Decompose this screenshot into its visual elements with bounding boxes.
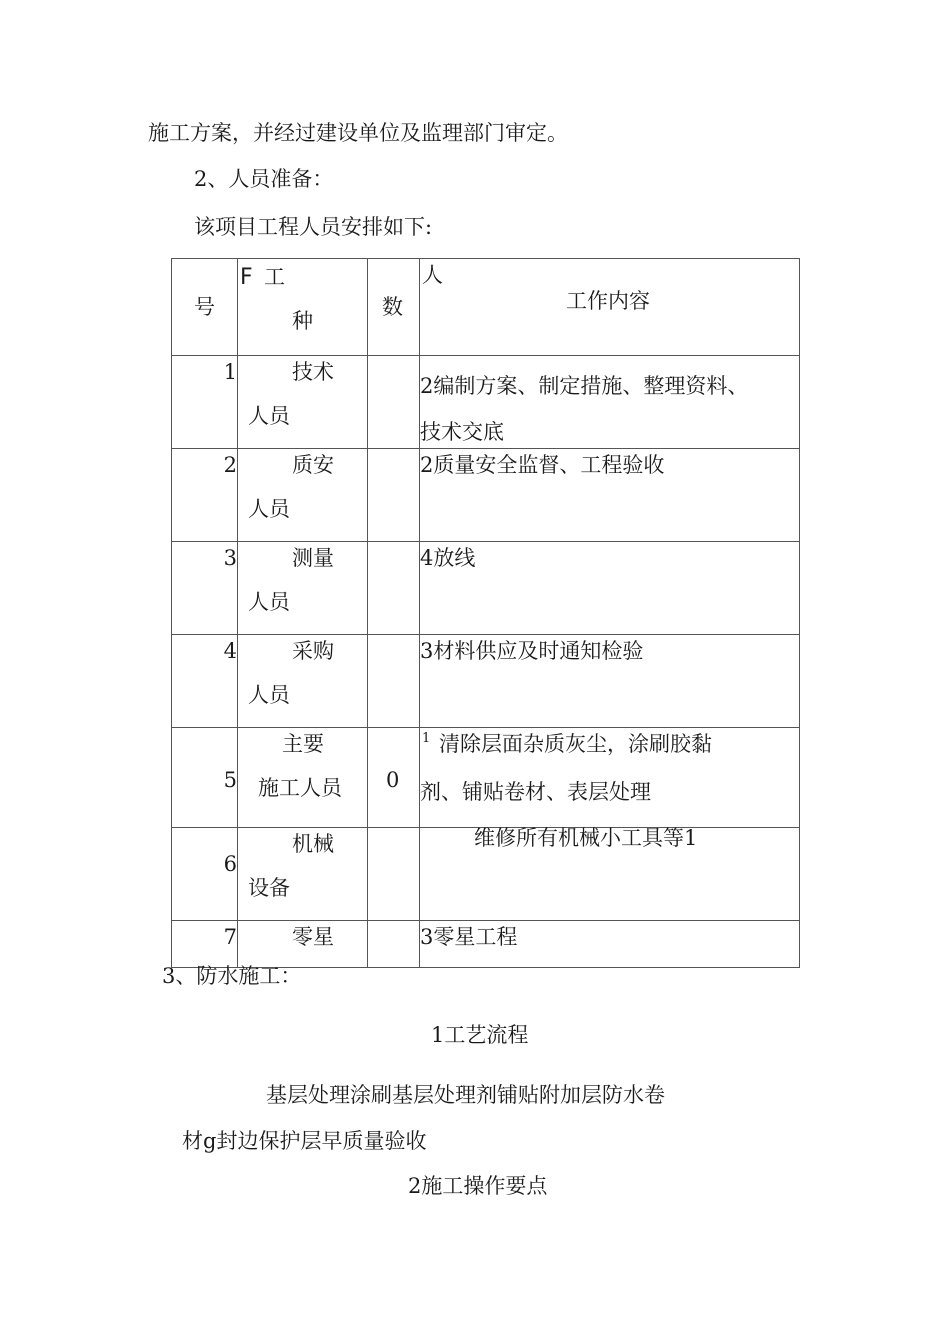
table-row	[172, 828, 800, 921]
header-no: 号	[194, 295, 215, 319]
header-count: 数	[382, 295, 403, 319]
row-type-1: 采购	[292, 639, 334, 663]
table-row	[172, 921, 800, 968]
row-content-sup: 1	[422, 731, 431, 746]
intro-line: 施工方案，并经过建设单位及监理部门审定。	[148, 121, 568, 145]
row-content-1: 3零星工程	[420, 925, 518, 949]
row-type-1: 质安	[292, 453, 334, 477]
row-content-1: 2编制方案、制定措施、整理资料、	[420, 374, 749, 398]
row-type-1: 技术	[292, 360, 334, 384]
header-content: 工作内容	[566, 289, 650, 313]
row-no: 2	[223, 453, 237, 477]
header-type-mark: F	[240, 265, 253, 290]
row-no: 3	[223, 546, 237, 570]
row-type-2: 设备	[248, 876, 290, 900]
row-type-1: 测量	[292, 546, 334, 570]
sub2-heading: 2施工操作要点	[408, 1174, 548, 1198]
sub1-heading: 1工艺流程	[431, 1023, 529, 1047]
row-content-2: 技术交底	[420, 420, 504, 444]
staff-table	[171, 258, 800, 968]
row-content-1: 3材料供应及时通知检验	[420, 639, 644, 663]
header-people: 人	[422, 263, 443, 287]
row-no: 7	[223, 925, 237, 949]
row-content-2: 剂、铺贴卷材、表层处理	[420, 780, 651, 804]
table-row	[172, 542, 800, 635]
row-type-2: 人员	[248, 404, 290, 428]
flow-line-2: 材g封边保护层早质量验收	[182, 1129, 427, 1153]
row-type-1: 零星	[292, 925, 334, 949]
section2-intro: 该项目工程人员安排如下:	[194, 215, 433, 239]
row-type-2: 人员	[248, 683, 290, 707]
row-type-2: 人员	[248, 590, 290, 614]
row-no: 5	[223, 768, 237, 792]
section3-heading: 3、防水施工：	[162, 964, 302, 988]
table-row	[172, 449, 800, 542]
row-no: 4	[223, 639, 237, 663]
flow-line-1: 基层处理涂刷基层处理剂铺贴附加层防水卷	[266, 1083, 665, 1107]
row-content-1: 清除层面杂质灰尘，涂刷胶黏	[439, 732, 712, 756]
row-no: 1	[223, 360, 237, 384]
row-type-2: 人员	[248, 497, 290, 521]
row-type-1: 机械	[292, 832, 334, 856]
row-content-1: 4放线	[420, 546, 476, 570]
header-type-1: 工	[264, 265, 285, 289]
table-header-row	[172, 259, 800, 356]
table-row	[172, 635, 800, 728]
row-no: 6	[223, 852, 237, 876]
row-count: 0	[386, 768, 400, 792]
row-type-1: 主要	[282, 732, 324, 756]
table-row	[172, 728, 800, 828]
section2-heading: 2、人员准备：	[194, 167, 334, 191]
row-content-1: 2质量安全监督、工程验收	[420, 453, 665, 477]
table-row	[172, 356, 800, 449]
row-content-1: 维修所有机械小工具等1	[474, 826, 698, 850]
header-type-2: 种	[292, 309, 313, 333]
row-type-2: 施工人员	[258, 776, 342, 800]
